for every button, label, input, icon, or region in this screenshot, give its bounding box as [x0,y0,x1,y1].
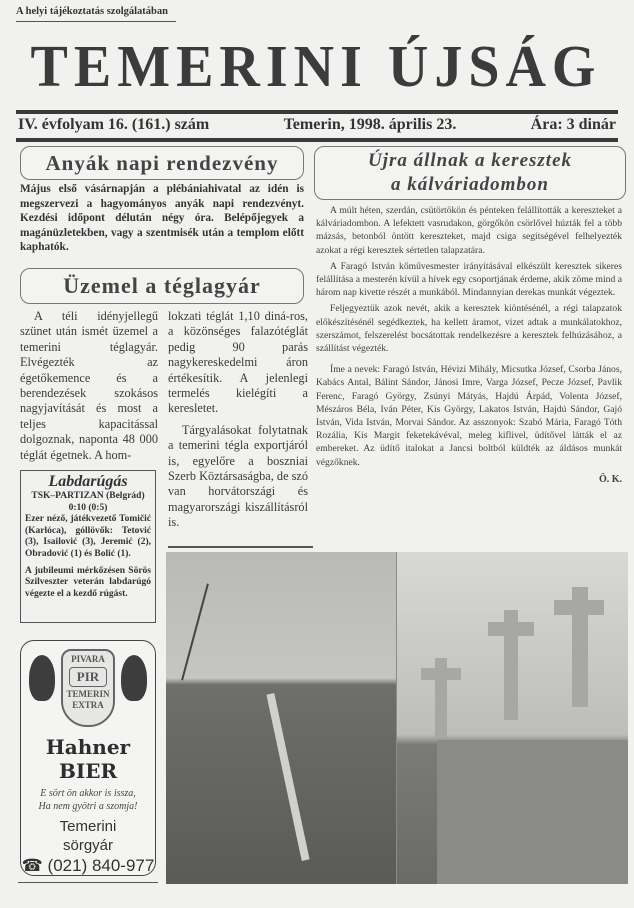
crosses-text-4: Íme a nevek: Faragó István, Hévizi Mihály, Micsutka József, Csorba János, Kabács Antal, Bálint Sándor, Jánosi Imre, Varga József, Pecze József, Pavlik Ferenc, Faragó György, Zsúnyi Mátyás, Hajdú Árpád, Volenta József, Mészáros Béla, Iván Péter, Kis György, Lakatos István, Hajdú Sándor, Gajó István, Vida István, Morvai Sándor. Az asszonyok: Szabó Mária, Faragó Tóth Rozália, Kis Margit feketekávéval, meleg kiflivel, üdítővel látták el az embereket. Az üdítő italokat a Jancsi boltból küldték az áldásos munkát végzőknek. [316,364,622,468]
brickworks-column-1 [20,309,158,463]
sports-text-2: A jubileumi mérkőzésen Sörös Szilveszter veterán labdarúgó végezte el a kezdő rúgást. [25,565,151,599]
headline-mothers-day: Anyák napi rendezvény [20,146,304,180]
company-line-2: sörgyár [62,837,114,854]
issue-line [18,116,616,134]
photo-three-crosses [397,552,628,884]
sports-title: Labdarúgás [48,473,128,490]
crosses-text-3: Feljegyeztük azok nevét, akik a keresztek kiöntésénél, a régi talapzatok előkészítésénél segédkeztek, ha kellett áramot, vizet adtak a munkálatokhoz, szerszámot, felszerelést bocsátottak rendelkezésre a keresztek felhúzásához, a szállítást végezték. [316,303,622,355]
crosses-text-2: A Faragó István kőművesmester irányításával elkészült keresztek sikeres felállítása a mesterén kívül a hívek egy csoportjának érdeme, akik zöme mind a három nap kivette részét a munkából. Mindannyian derekas munkát végeztek. [316,260,622,299]
cross-small-horizontal [421,668,461,680]
issue-price: Ára: 3 dinár [530,116,616,133]
masthead-rule [16,110,618,114]
cross-mid-horizontal [488,622,534,636]
column-rule [168,546,313,548]
brickworks-column-2 [168,309,308,531]
beer-advert [20,640,156,876]
shield-bottom-text: EXTRA [72,700,104,710]
slogan-line-1: E sört ön akkor is issza, [40,788,136,799]
brickworks-text-2: lokzati téglát 1,10 diná-ros, a közönséges falazótéglát pedig 90 parás nagykereskedelmi áron értékesítik. A jelenlegi termelés kielégíti a keresletet. [168,309,308,416]
crosses-text-1: A múlt héten, szerdán, csütörtökön és pénteken felállították a kereszteket a kálváriadombon. A lefektett vasrudakon, görgőkön csörlővel húzták fel a több mázsás, betonból öntött kereszteket, majd csiga segítségével felhelyezték azokat a régi keresztek sértetlen talapzatára. [316,205,622,256]
brickworks-text-1: A téli idényjellegű szünet után ismét üzemel a temerini téglagyár. Elvégezték az égetőkemence és a berendezések szokásos nagyjavítását és most a teljes kapacitással dolgoznak, naponta 48 000 téglát égetnek. A hom- [20,309,158,462]
photo-workers-raising-cross [166,552,396,884]
headline-brickworks: Üzemel a téglagyár [20,268,304,304]
shield-ribbon-text: TEMERIN [66,689,110,699]
issue-number: IV. évfolyam 16. (161.) szám [18,116,210,133]
phone-number: ☎ (021) 840-977 [21,856,155,875]
bottom-rule [18,882,158,883]
crosses-body [316,204,622,486]
sports-box [20,470,156,623]
sports-score: 0:10 (0:5) [68,502,108,513]
lying-cross-shape [266,693,309,861]
brickworks-text-3: Tárgyalásokat folytatnak a temerini tégla exportjáról is, egyelőre a boszniai Szerb Köztársaságba, de szó van horvátországi és magyarországi kiszállításról is. [168,422,308,530]
company-line-1: Temerini [59,818,117,835]
masthead-title: TEMERINI ÚJSÁG [30,34,602,100]
shield-top-text: PIVARA [71,654,105,664]
tagline: A helyi tájékoztatás szolgálatában [16,6,168,17]
headline-crosses-line-2: a kálváriadombon [391,174,549,195]
shield-mid-text: PIR [69,667,107,687]
mothers-day-body: Május első vásárnapján a plébániahivatal az idén is megszervezi a hagyományos anyák napi rendezvényt. Kezdési időpont délután négy óra. Belépőjegyek a magánüzletekben, vagy a szentmisék után a templom előtt kaphatók. [20,183,304,254]
sports-text-1: Ezer néző, játékvezető Tomičić (Karlóca), góllövők: Tetović (3), Isailović (3), Jeremić (2), Obradović (1) és Bolić (1). [25,514,151,559]
rooster-icon [29,655,55,701]
photo-collage [166,552,628,884]
author-signature: Ö. K. [598,473,622,485]
tagline-rule [16,21,176,22]
sports-match: TSK–PARTIZAN (Belgrád) [31,491,145,501]
brewery-logo [21,645,155,735]
stone-wall-shape [437,740,628,884]
issue-rule [16,138,618,142]
headline-crosses-line-1: Újra állnak a keresztek [367,150,573,171]
slogan-line-2: Ha nem gyötri a szomja! [38,801,138,812]
shield-emblem [61,649,115,727]
brand-name: Hahner BIER [45,735,131,783]
rooster-icon [121,655,147,701]
headline-crosses [314,146,626,200]
issue-date: Temerin, 1998. április 23. [283,116,457,133]
crane-pole-shape [181,583,209,680]
cross-tall-horizontal [554,600,604,615]
